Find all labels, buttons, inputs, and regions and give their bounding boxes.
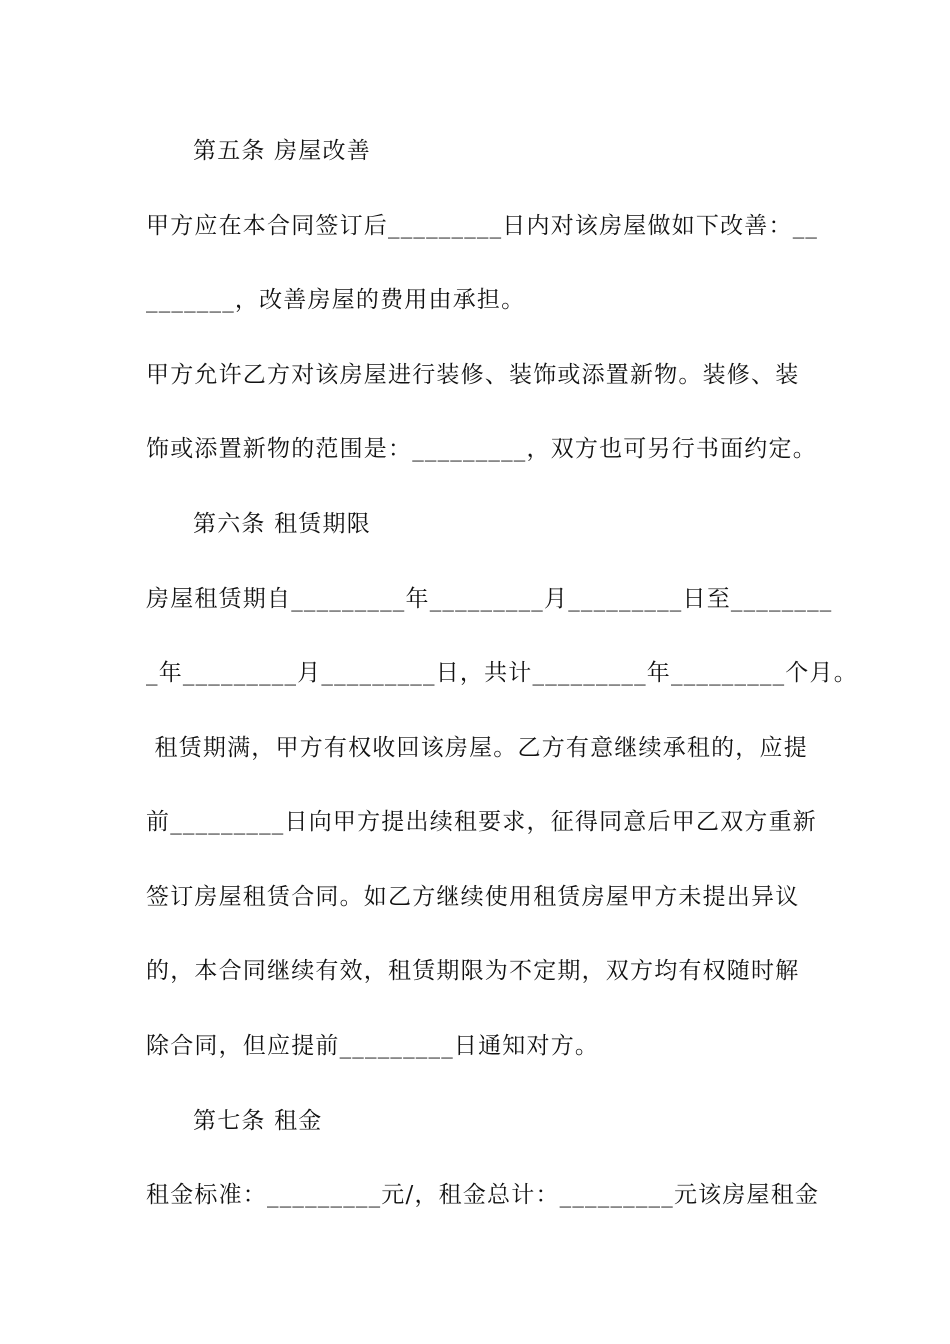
paragraph-line: _______，改善房屋的费用由承担。 xyxy=(146,287,526,313)
paragraph-line: 甲方应在本合同签订后_________日内对该房屋做如下改善：__ xyxy=(146,213,819,239)
paragraph-line: 签订房屋租赁合同。如乙方继续使用租赁房屋甲方未提出异议 xyxy=(146,884,800,910)
paragraph-line: 的，本合同继续有效，租赁期限为不定期，双方均有权随时解 xyxy=(146,958,800,984)
section-heading-6: 第六条 租赁期限 xyxy=(193,511,371,537)
section-heading-5: 第五条 房屋改善 xyxy=(193,138,371,164)
paragraph-line: 前_________日向甲方提出续租要求，征得同意后甲乙双方重新 xyxy=(146,809,817,835)
paragraph-line: 除合同，但应提前_________日通知对方。 xyxy=(146,1033,600,1059)
paragraph-line: 房屋租赁期自_________年_________月_________日至________ xyxy=(146,586,833,612)
paragraph-line: 租赁期满，甲方有权收回该房屋。乙方有意继续承租的，应提 xyxy=(146,735,808,761)
paragraph-line: _年_________月_________日，共计_________年_________个月。 xyxy=(146,660,858,686)
section-heading-7: 第七条 租金 xyxy=(193,1108,323,1134)
paragraph-line: 租金标准：_________元/，租金总计：_________元该房屋租金 xyxy=(146,1182,820,1208)
paragraph-line: 甲方允许乙方对该房屋进行装修、装饰或添置新物。装修、装 xyxy=(146,362,800,388)
paragraph-line: 饰或添置新物的范围是：_________，双方也可另行书面约定。 xyxy=(146,436,817,462)
